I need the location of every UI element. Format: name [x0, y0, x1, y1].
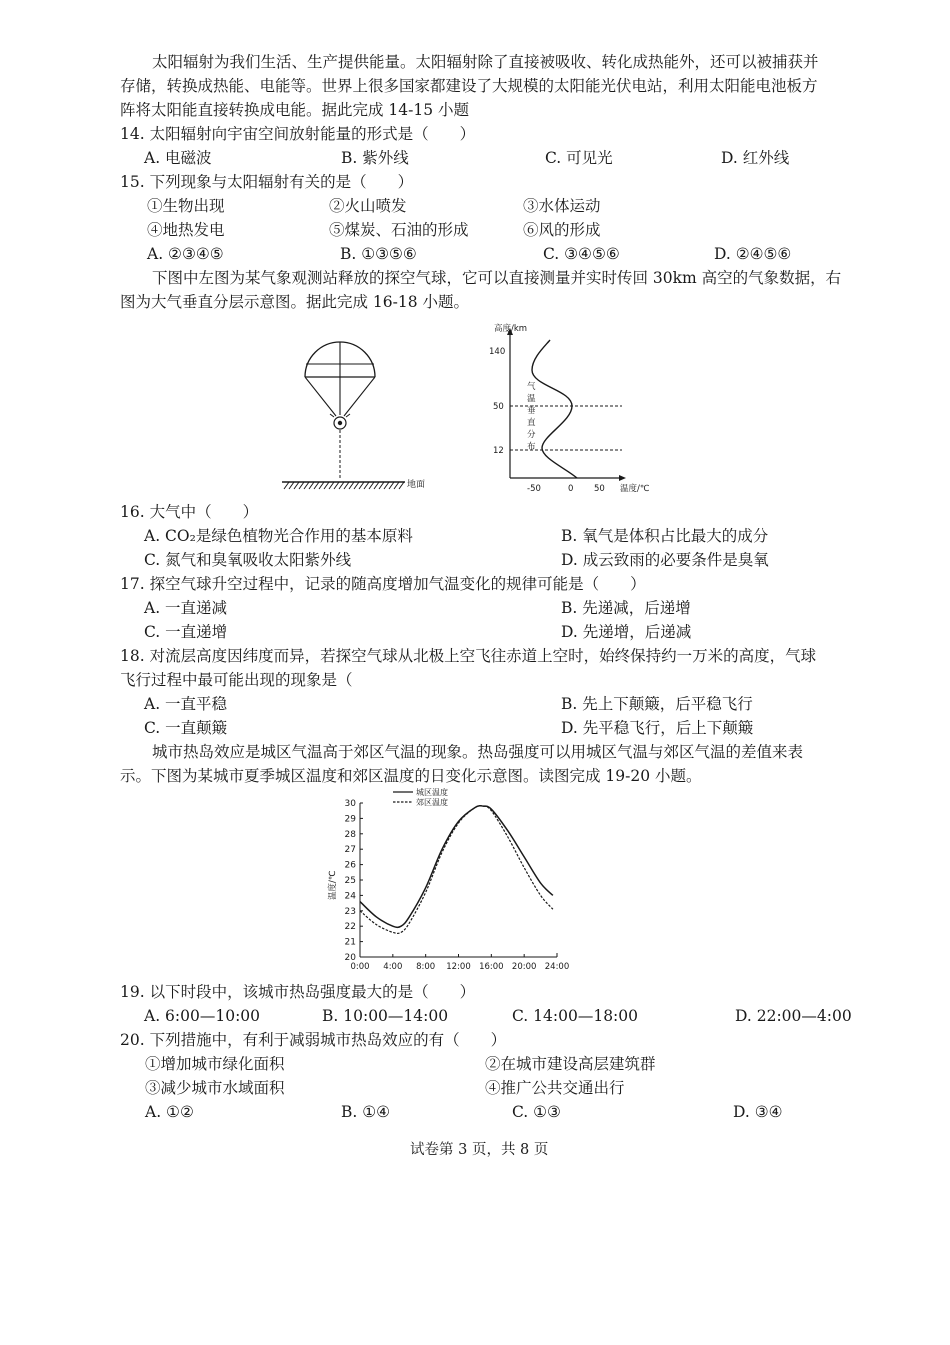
q16-option-b[interactable]: B. 氧气是体积占比最大的成分	[561, 527, 769, 545]
q19-option-b[interactable]: B. 10:00—14:00	[322, 1007, 449, 1025]
ground-hatch-mark	[349, 482, 354, 489]
q16-stem: 16. 大气中（ ）	[120, 503, 259, 521]
intro-19-20-line2: 示。下图为某城市夏季城区温度和郊区温度的日变化示意图。读图完成 19-20 小题。	[120, 767, 702, 785]
q15-option-d[interactable]: D. ②④⑤⑥	[714, 245, 792, 263]
q18-option-a[interactable]: A. 一直平稳	[144, 695, 228, 713]
chart-y-tick-label: 22	[344, 922, 356, 933]
q14-option-c[interactable]: C. 可见光	[545, 149, 613, 167]
q14-option-d[interactable]: D. 红外线	[721, 149, 790, 167]
ground-hatch-mark	[344, 482, 349, 489]
q15-option-a[interactable]: A. ②③④⑤	[147, 245, 224, 263]
x-tick-50: 50	[594, 484, 605, 494]
ground-hatch-mark	[329, 482, 334, 489]
q17-option-c[interactable]: C. 一直递增	[144, 623, 228, 641]
ground-hatch-mark	[284, 482, 289, 489]
q18-option-b[interactable]: B. 先上下颠簸，后平稳飞行	[561, 695, 753, 713]
q18-option-d[interactable]: D. 先平稳飞行，后上下颠簸	[561, 719, 754, 737]
chart-x-tick-label: 12:00	[446, 962, 471, 972]
q15-item-6: ⑥风的形成	[523, 221, 601, 239]
chart-y-tick-label: 21	[344, 937, 356, 948]
chart-y-label: 温度/℃	[328, 870, 338, 900]
x-axis-label: 温度/℃	[620, 484, 650, 494]
ground-hatch-mark	[369, 482, 374, 489]
y-tick-12: 12	[493, 446, 504, 456]
chart-y-tick-label: 20	[344, 953, 356, 963]
ground-hatch-mark	[299, 482, 304, 489]
ground-hatch-mark	[379, 482, 384, 489]
intro-14-15-line2: 存储，转换成热能、电能等。世界上很多国家都建设了大规模的太阳能光伏电站，利用太阳能电池板方	[120, 77, 818, 95]
q14-stem: 14. 太阳辐射向宇宙空间放射能量的形式是（ ）	[120, 125, 476, 143]
ground-hatch-mark	[334, 482, 339, 489]
q19-option-d[interactable]: D. 22:00—4:00	[735, 1007, 852, 1025]
chart-y-tick-label: 30	[344, 799, 356, 809]
chart-y-tick-label: 24	[344, 891, 356, 902]
ground-hatch-mark	[294, 482, 299, 489]
q20-option-a[interactable]: A. ①②	[145, 1103, 194, 1121]
page-footer: 试卷第 3 页，共 8 页	[410, 1142, 549, 1158]
chart-x-tick-label: 20:00	[511, 962, 537, 972]
q15-option-b[interactable]: B. ①③⑤⑥	[340, 245, 417, 263]
ground-hatch-mark	[389, 482, 394, 489]
q17-stem: 17. 探空气球升空过程中，记录的随高度增加气温变化的规律可能是（ ）	[120, 575, 646, 593]
chart-y-tick-label: 29	[344, 814, 356, 825]
q15-item-1: ①生物出现	[147, 197, 225, 215]
q15-item-5: ⑤煤炭、石油的形成	[329, 221, 469, 239]
q15-item-4: ④地热发电	[147, 221, 225, 239]
ground-hatch-mark	[319, 482, 324, 489]
chart-y-tick-label: 28	[344, 829, 356, 840]
y-tick-50: 50	[493, 402, 504, 412]
ground-hatch-mark	[314, 482, 319, 489]
chart-y-tick-label: 23	[344, 906, 356, 917]
x-tick-minus50: -50	[527, 484, 541, 494]
temperature-profile-curve	[532, 340, 577, 478]
q20-option-d[interactable]: D. ③④	[733, 1103, 783, 1121]
ground-hatch-mark	[394, 482, 399, 489]
parachute-line	[305, 377, 336, 416]
chart-y-tick-label: 26	[344, 860, 356, 871]
q16-option-c[interactable]: C. 氮气和臭氧吸收太阳紫外线	[144, 551, 352, 569]
q15-stem: 15. 下列现象与太阳辐射有关的是（ ）	[120, 173, 414, 191]
ground-hatch-mark	[324, 482, 329, 489]
ground-hatch-mark	[374, 482, 379, 489]
q20-item-2: ②在城市建设高层建筑群	[485, 1055, 656, 1073]
q20-item-3: ③减少城市水域面积	[145, 1079, 285, 1097]
x-tick-0: 0	[568, 484, 574, 494]
ground-hatch-mark	[339, 482, 344, 489]
q17-option-a[interactable]: A. 一直递减	[144, 599, 228, 617]
sounding-balloon-figure	[270, 320, 440, 495]
q15-item-3: ③水体运动	[523, 197, 601, 215]
ground-hatch-mark	[364, 482, 369, 489]
ground-label: 地面	[407, 480, 426, 490]
y-tick-140: 140	[489, 347, 506, 357]
ground-hatch-mark	[384, 482, 389, 489]
q14-option-b[interactable]: B. 紫外线	[341, 149, 409, 167]
ground-hatch-mark	[309, 482, 314, 489]
curve-label-5: 分	[527, 430, 536, 440]
y-axis-label: 高度/km	[494, 324, 528, 334]
q20-option-b[interactable]: B. ①④	[341, 1103, 391, 1121]
q14-option-a[interactable]: A. 电磁波	[144, 149, 212, 167]
atmosphere-layer-figure	[480, 318, 670, 496]
q20-stem: 20. 下列措施中，有利于减弱城市热岛效应的有（ ）	[120, 1031, 507, 1049]
intro-16-18-line2: 图为大气垂直分层示意图。据此完成 16-18 小题。	[120, 293, 470, 311]
curve-label-6: 布	[527, 442, 536, 452]
q19-option-a[interactable]: A. 6:00—10:00	[144, 1007, 261, 1025]
ground-hatch-mark	[304, 482, 309, 489]
chart-x-tick-label: 16:00	[479, 962, 504, 972]
q17-option-d[interactable]: D. 先递增，后递减	[561, 623, 692, 641]
curve-label-3: 垂	[527, 406, 536, 416]
q19-stem: 19. 以下时段中，该城市热岛强度最大的是（ ）	[120, 983, 476, 1001]
chart-x-tick-label: 24:00	[544, 962, 570, 972]
ground-hatch-mark	[289, 482, 294, 489]
curve-label-2: 温	[527, 394, 536, 404]
intro-16-18-line1: 下图中左图为某气象观测站释放的探空气球，它可以直接测量并实时传回 30km 高空的气象数据，右	[152, 269, 842, 287]
intro-14-15-line1: 太阳辐射为我们生活、生产提供能量。太阳辐射除了直接被吸收、转化成热能外，还可以被捕获并	[152, 53, 819, 71]
curve-label-4: 直	[527, 418, 536, 428]
ground-hatch-mark	[359, 482, 364, 489]
q18-option-c[interactable]: C. 一直颠簸	[144, 719, 228, 737]
curve-label-1: 气	[527, 382, 536, 392]
heat-island-chart	[325, 786, 580, 976]
q15-option-c[interactable]: C. ③④⑤⑥	[543, 245, 620, 263]
chart-x-tick-label: 8:00	[416, 962, 436, 972]
q18-stem-line2: 飞行过程中最可能出现的现象是（	[120, 671, 353, 689]
ground-hatch-mark	[354, 482, 359, 489]
q17-option-b[interactable]: B. 先递减，后递增	[561, 599, 691, 617]
legend-label: 城区温度	[416, 788, 448, 797]
q20-item-1: ①增加城市绿化面积	[145, 1055, 285, 1073]
q20-item-4: ④推广公共交通出行	[485, 1079, 625, 1097]
legend-label: 郊区温度	[416, 798, 448, 807]
chart-y-tick-label: 27	[344, 845, 356, 856]
q19-option-c[interactable]: C. 14:00—18:00	[512, 1007, 638, 1025]
chart-x-tick-label: 0:00	[350, 962, 370, 972]
q15-item-2: ②火山喷发	[329, 197, 407, 215]
ground-hatch-mark	[399, 482, 404, 489]
intro-14-15-line3: 阵将太阳能直接转换成电能。据此完成 14-15 小题	[120, 101, 470, 119]
q18-stem-line1: 18. 对流层高度因纬度而异，若探空气球从北极上空飞往赤道上空时，始终保持约一万米的高度，气球	[120, 647, 817, 665]
q20-option-c[interactable]: C. ①③	[512, 1103, 561, 1121]
intro-19-20-line1: 城市热岛效应是城区气温高于郊区气温的现象。热岛强度可以用城区气温与郊区气温的差值来表	[152, 743, 804, 761]
q16-option-d[interactable]: D. 成云致雨的必要条件是臭氧	[561, 551, 769, 569]
q16-option-a[interactable]: A. CO₂是绿色植物光合作用的基本原料	[144, 527, 413, 545]
chart-y-tick-label: 25	[344, 876, 356, 886]
chart-x-tick-label: 4:00	[383, 962, 403, 972]
